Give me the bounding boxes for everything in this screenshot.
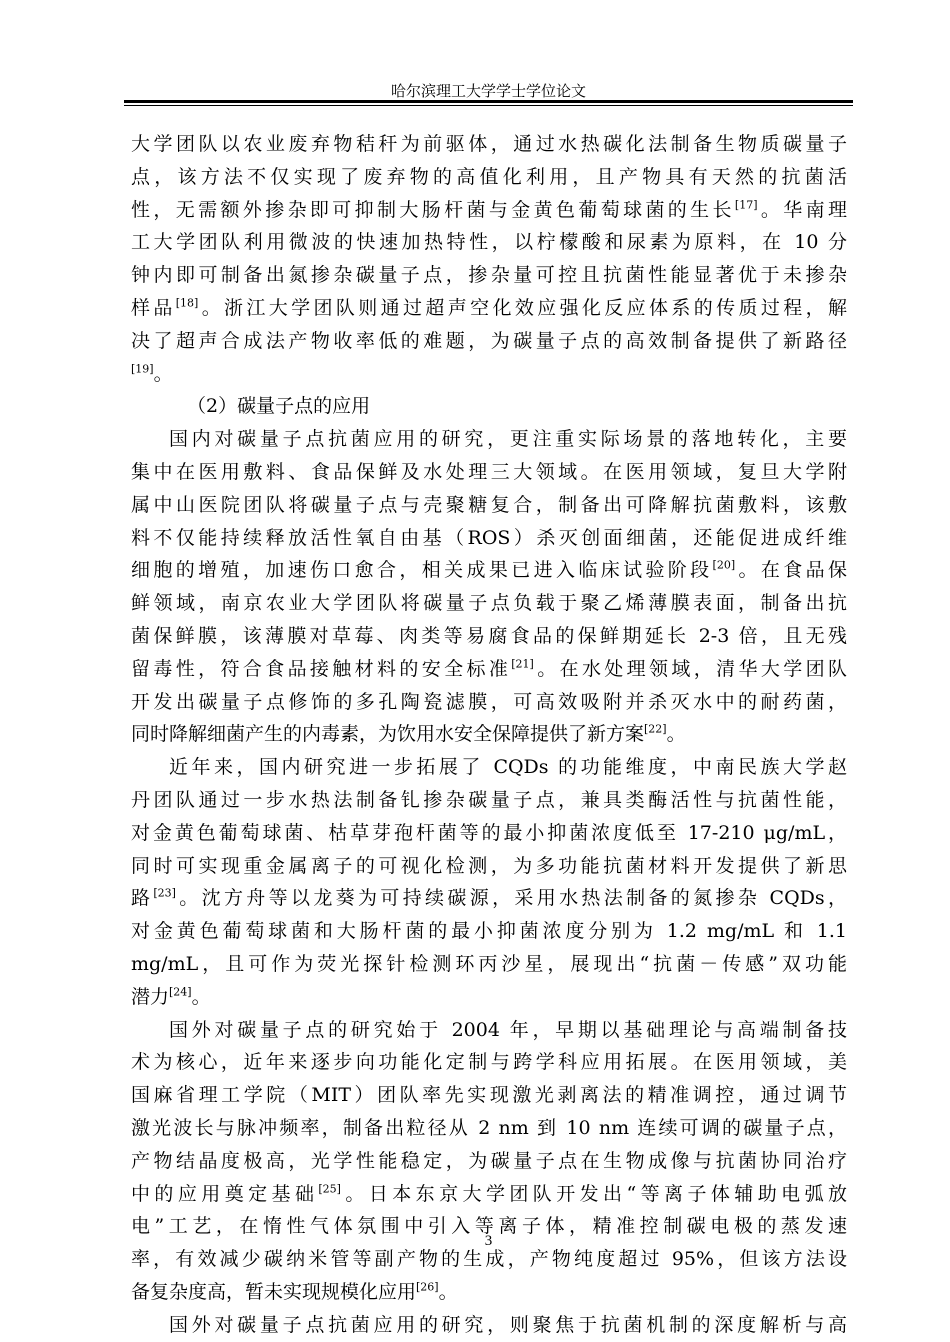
text-segment: 率，有效减少碳纳米管等副产物的生成，产物纯度超过 95%，但该方法设 — [131, 1248, 847, 1271]
text-line — [131, 1046, 847, 1079]
text-segment: 国内对碳量子点抗菌应用的研究，更注重实际场景的落地转化，主要 — [169, 428, 847, 451]
text-line — [131, 1014, 847, 1047]
text-segment: 对金黄色葡萄球菌、枯草芽孢杆菌等的最小抑菌浓度低至 17-210 μg/mL， — [131, 821, 847, 844]
text-segment: 性，无需额外掺杂即可抑制大肠杆菌与金黄色葡萄球菌的生长 — [131, 198, 735, 221]
text-line — [131, 948, 847, 981]
text-line — [131, 128, 847, 161]
text-line — [131, 817, 847, 850]
text-segment: 备复杂度高，暂未实现规模化应用 — [131, 1280, 417, 1303]
text-line — [131, 784, 847, 817]
text-segment: 。华南理 — [757, 198, 847, 221]
text-line — [131, 653, 847, 686]
citation-ref: [22] — [644, 723, 667, 737]
text-segment: 。在水处理领域，清华大学团队 — [533, 657, 847, 680]
text-line — [131, 751, 847, 784]
text-segment: 激光波长与脉冲频率，制备出粒径从 2 nm 到 10 nm 连续可调的碳量子点， — [131, 1116, 847, 1139]
header-rule-thin — [124, 105, 853, 106]
text-segment: 同时降解细菌产生的内毒素，为饮用水安全保障提供了新方案 — [131, 723, 645, 746]
text-segment: 。日本东京大学团队开发出“等离子体辅助电弧放 — [340, 1182, 847, 1205]
text-line — [131, 292, 847, 325]
page-number: 3 — [484, 1233, 493, 1249]
text-segment: 近年来，国内研究进一步拓展了 CQDs 的功能维度，中南民族大学赵 — [169, 756, 847, 779]
text-line — [131, 981, 847, 1014]
text-segment: 。浙江大学团队则通过超声空化效应强化反应体系的传质过程，解 — [198, 296, 847, 319]
text-segment: 决了超声合成法产物收率低的难题，为碳量子点的高效制备提供了新路径 — [131, 329, 847, 352]
text-segment: mg/mL，且可作为荧光探针检测环丙沙星，展现出“抗菌－传感”双功能 — [131, 952, 847, 975]
text-segment: （2）碳量子点的应用 — [187, 395, 371, 418]
citation-ref: [20] — [712, 559, 736, 573]
text-segment: 。在食品保 — [735, 559, 847, 582]
body-text — [131, 128, 847, 1341]
text-segment: 开发出碳量子点修饰的多孔陶瓷滤膜，可高效吸附并杀灭水中的耐药菌， — [131, 690, 847, 713]
citation-ref: [17] — [734, 198, 758, 212]
text-line — [131, 850, 847, 883]
text-segment: 产物结晶度极高，光学性能稳定，为碳量子点在生物成像与抗菌协同治疗 — [131, 1149, 847, 1172]
citation-ref: [19] — [131, 362, 154, 376]
text-segment: 大学团队以农业废弃物秸秆为前驱体，通过水热碳化法制备生物质碳量子 — [131, 133, 847, 155]
citation-ref: [25] — [318, 1182, 341, 1196]
text-segment: 工大学团队利用微波的快速加热特性，以柠檬酸和尿素为原料，在 10 分 — [131, 231, 847, 254]
text-line — [131, 456, 847, 489]
text-segment: 潜力 — [131, 985, 170, 1008]
text-segment: 。 — [191, 985, 211, 1008]
text-segment: 丹团队通过一步水热法制备钆掺杂碳量子点，兼具类酶活性与抗菌性能， — [131, 788, 847, 811]
text-line — [131, 686, 847, 719]
text-segment: 留毒性，符合食品接触材料的安全标准 — [131, 657, 512, 680]
text-segment: 对金黄色葡萄球菌和大肠杆菌的最小抑菌浓度分别为 1.2 mg/mL 和 1.1 — [131, 920, 847, 943]
text-line — [131, 194, 847, 227]
text-segment: 术为核心，近年来逐步向功能化定制与跨学科应用拓展。在医用领域，美 — [131, 1051, 847, 1074]
text-segment: 。 — [438, 1280, 458, 1303]
text-segment: 集中在医用敷料、食品保鲜及水处理三大领域。在医用领域，复旦大学附 — [131, 460, 847, 483]
text-segment: 料不仅能持续释放活性氧自由基（ROS）杀灭创面细菌，还能促进成纤维 — [131, 526, 847, 549]
running-header-title: 哈尔滨理工大学学士学位论文 — [390, 82, 586, 100]
text-segment: 路 — [131, 887, 154, 910]
citation-ref: [23] — [153, 887, 176, 900]
text-line — [131, 1145, 847, 1178]
citation-ref: [24] — [169, 985, 192, 999]
text-line — [131, 259, 847, 292]
text-line — [131, 489, 847, 522]
text-segment: 国外对碳量子点抗菌应用的研究，则聚焦于抗菌机制的深度解析与高 — [169, 1313, 847, 1336]
text-line — [131, 522, 847, 555]
text-line — [131, 226, 847, 259]
text-segment: 鲜领域，南京农业大学团队将碳量子点负载于聚乙烯薄膜表面，制备出抗 — [131, 592, 847, 615]
text-line — [131, 161, 847, 194]
text-line — [131, 1309, 847, 1342]
text-line — [131, 1079, 847, 1112]
citation-ref: [26] — [416, 1280, 439, 1294]
text-segment: 属中山医院团队将碳量子点与壳聚糖复合，制备出可降解抗菌敷料，该敷 — [131, 493, 847, 516]
text-segment: 。沈方舟等以龙葵为可持续碳源，采用水热法制备的氮掺杂 CQDs， — [175, 887, 847, 910]
text-line — [131, 554, 847, 587]
text-line — [131, 358, 847, 391]
header-rule-thick — [124, 100, 853, 103]
text-segment: 。 — [666, 723, 686, 746]
text-segment: 钟内即可制备出氮掺杂碳量子点，掺杂量可控且抗菌性能显著优于未掺杂 — [131, 264, 847, 287]
text-segment: 国外对碳量子点的研究始于 2004 年，早期以基础理论与高端制备技 — [169, 1018, 847, 1041]
text-line — [131, 915, 847, 948]
text-line — [131, 620, 847, 653]
text-segment: 国麻省理工学院（MIT）团队率先实现激光剥离法的精准调控，通过调节 — [131, 1084, 847, 1107]
text-line — [131, 1178, 847, 1211]
text-line — [131, 1276, 847, 1309]
citation-ref: [18] — [175, 296, 199, 310]
text-segment: 中的应用奠定基础 — [131, 1182, 319, 1205]
text-segment: 样品 — [131, 296, 176, 319]
text-segment: 菌保鲜膜，该薄膜对草莓、肉类等易腐食品的保鲜期延长 2-3 倍，且无残 — [131, 624, 847, 647]
text-segment: 同时可实现重金属离子的可视化检测，为多功能抗菌材料开发提供了新思 — [131, 854, 847, 877]
text-line — [131, 587, 847, 620]
text-line — [131, 882, 847, 915]
text-segment: 。 — [153, 362, 173, 385]
text-segment: 点，该方法不仅实现了废弃物的高值化利用，且产物具有天然的抗菌活 — [131, 165, 847, 188]
text-line — [131, 325, 847, 358]
citation-ref: [21] — [511, 657, 534, 671]
text-segment: 细胞的增殖，加速伤口愈合，相关成果已进入临床试验阶段 — [131, 559, 713, 582]
text-segment: 电”工艺，在惰性气体氛围中引入等离子体，精准控制碳电极的蒸发速 — [131, 1215, 847, 1238]
text-line — [131, 423, 847, 456]
text-line — [131, 390, 847, 423]
text-line — [131, 718, 847, 751]
text-line — [131, 1112, 847, 1145]
